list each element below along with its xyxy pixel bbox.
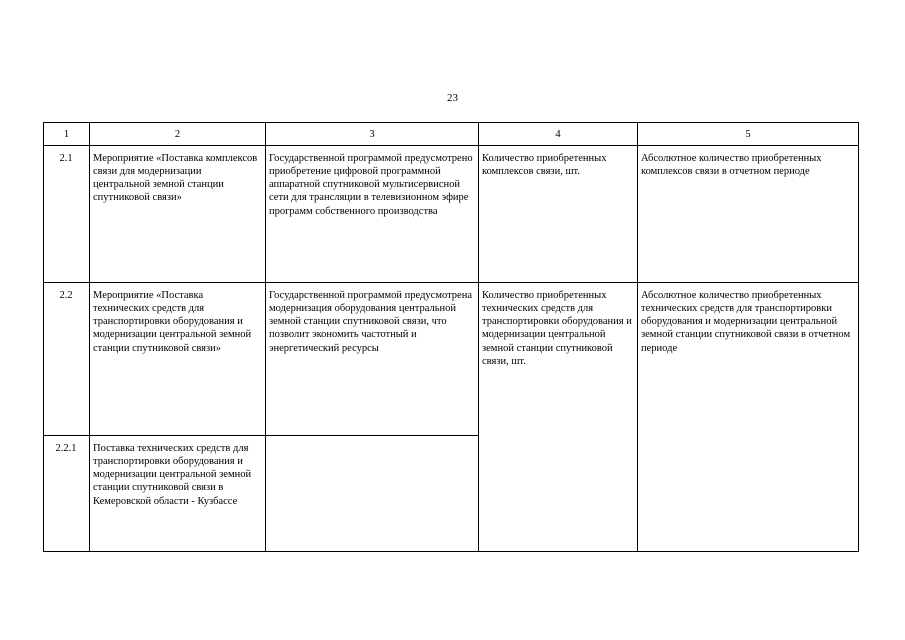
indicator-cell: Количество приобретенных комплексов связи, шт. xyxy=(479,146,638,283)
table-row xyxy=(44,283,859,436)
activity-cell: Поставка технических средств для транспортировки оборудования и модернизации центральной земной станции спутниковой связи в Кемеровской области - Кузбассе xyxy=(90,436,266,552)
basis-cell xyxy=(266,436,479,552)
row-number: 2.2 xyxy=(44,283,90,436)
definition-cell: Абсолютное количество приобретенных технических средств для транспортировки оборудования и модернизации центральной земной станции спутниковой связи в отчетном периоде xyxy=(638,283,859,552)
basis-cell: Государственной программой предусмотрено приобретение цифровой программной аппаратной спутниковой мультисервисной сети для трансляции в телевизионном эфире программ собственного производства xyxy=(266,146,479,283)
column-header-2: 2 xyxy=(90,123,266,146)
table-header-row xyxy=(44,123,859,146)
indicators-table xyxy=(43,122,859,552)
row-number: 2.1 xyxy=(44,146,90,283)
row-number: 2.2.1 xyxy=(44,436,90,552)
column-header-1: 1 xyxy=(44,123,90,146)
definition-cell: Абсолютное количество приобретенных комплексов связи в отчетном периоде xyxy=(638,146,859,283)
column-header-5: 5 xyxy=(638,123,859,146)
activity-cell: Мероприятие «Поставка комплексов связи для модернизации центральной земной станции спутниковой связи» xyxy=(90,146,266,283)
page-number: 23 xyxy=(447,92,458,104)
indicator-cell: Количество приобретенных технических средств для транспортировки оборудования и модернизации центральной земной станции спутниковой связи, шт. xyxy=(479,283,638,552)
table-row xyxy=(44,146,859,283)
column-header-4: 4 xyxy=(479,123,638,146)
activity-cell: Мероприятие «Поставка технических средств для транспортировки оборудования и модернизации центральной земной станции спутниковой связи» xyxy=(90,283,266,436)
column-header-3: 3 xyxy=(266,123,479,146)
basis-cell: Государственной программой предусмотрена модернизация оборудования центральной земной станции спутниковой связи, что позволит экономить частотный и энергетический ресурсы xyxy=(266,283,479,436)
